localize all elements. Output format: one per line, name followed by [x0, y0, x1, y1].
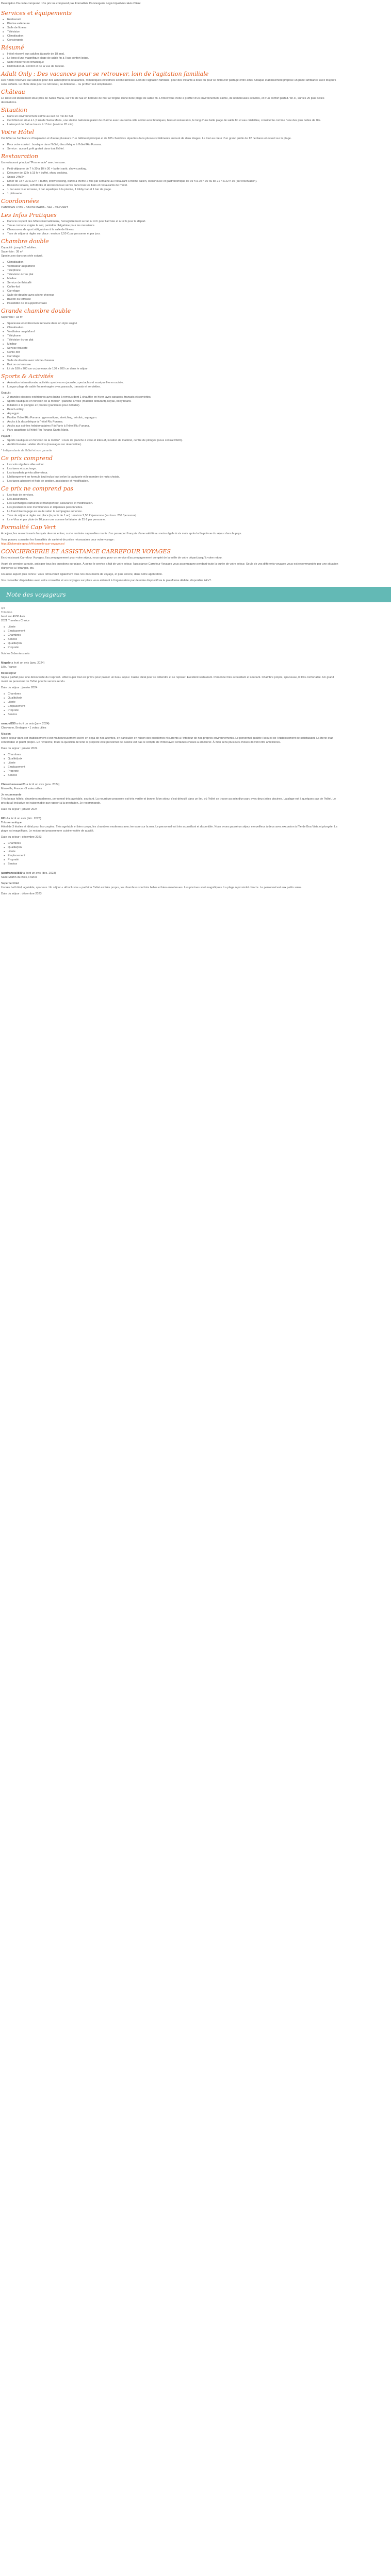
review-title: Beau séjour [1, 672, 17, 675]
grande-item: ● Carrelage [3, 354, 340, 359]
review-place: Lille, France [1, 666, 17, 669]
section-nav[interactable]: Description Cà carte comprend : Ce prix ne comprend pas Formalités Conciergerie Logis tripadvisor Avis Client [1, 2, 141, 5]
grande-item: ● Lit de 180 x 200 cm ou jumeaux de 130 x 200 cm dans le séjour [3, 367, 340, 371]
chambre-item: ● Salle de douche avec sèche-cheveux [3, 293, 340, 297]
review-author [1, 783, 340, 787]
review-stay-date: Date du séjour : janvier 2024 [1, 747, 38, 750]
prix-comprend-item: ● Les taxes et surcharge. [3, 467, 340, 471]
page [0, 0, 391, 906]
prix-ne-comprend-item: ● La franchise bagage en soute selon la compagnie aérienne. [3, 510, 340, 514]
coordonnees-title: Coordonnées [1, 198, 39, 205]
review-title: Je recommande [1, 793, 22, 796]
services-list [3, 18, 340, 42]
chateau-title: Château [1, 89, 25, 95]
grande-item: ● Télévision écran plat [3, 338, 340, 342]
sports-gratuit-list [3, 395, 340, 432]
review-author [1, 817, 340, 821]
review-category: ● Chambres [4, 753, 340, 757]
grande-item: ● Spacieuse et entièrement rénovée dans un style soigné [3, 321, 340, 326]
summary-category: ● Service [4, 637, 340, 641]
situation-item: ● L'aéroport de Sal se trouve à 15 km (environ 20 min). [3, 123, 340, 127]
resume-item: ● Suite moderne et romantique [3, 60, 340, 64]
summary-category: ● Qualité/prix [4, 641, 340, 646]
restauration-item: ● Boissons locales, soft drinks et alcools locaux servis dans tous les bars et restaurants de l'hôtel. [3, 183, 340, 188]
formalite-text: A ce jour, les ressortissants français devront entrer, sur le territoire capverdien munis d'un passeport français d'une validité au moins égale à six mois après la fin prévue du séjour dans le pays. [1, 532, 242, 535]
adult-text: Des hôtels réservés aux adultes pour des atmosphères relaxantes, romantiques et festives selon l'adresse. Loin de l'agitation familiale, pour des instants à deux ou pour se retrouver partage entre amis. Chaque établissement propose un panel ambiance avec toujours sans enfants. Le choix idéal pour se retrouver, se détendre... ou profiter tout simplement. [1, 79, 336, 86]
grande-item: ● Minibar [3, 342, 340, 346]
infos-title: Les Infos Pratiques [1, 212, 57, 218]
sports-gratuit-item: ● 2 grandes piscines extérieures avec bains à remous dont 1 chauffée en hiver, avec parasols, transats et serviettes. [3, 395, 340, 399]
review-date: a écrit un avis (déc. 2023) [23, 872, 56, 875]
review-category: ● Chambres [4, 841, 340, 845]
review-text: Très beaux hôtels, chambres modernes, personnel très agréable, souriant. La nourriture proposée est très variée et bonne. Mon séjour s'est déroulé dans un lieu où l'hôtel se trouve au sein d'un parc avec deux jolies piscines. La plage est à quelques pas de l'hôtel. Le prix du all inclusive est raisonnable par rapport à la prestation. Je recommande. [1, 798, 336, 805]
review-text: Notre séjour dans cet établissement s'est malheureusement avéré en deçà de nos attentes, en particulier en raison des problèmes récurrents à l'intérieur de nos propres environnements. Le personnel qualifie l'accueil de l'établissement de satisfaisant. La literie était confortable et plutôt propre. En revanche, toute la question de tenir la propreté et le personnel de cuisine est pas le compte de l'hôtel avec certaines choses à améliorer. À mon sens plusieurs choses doivent être améliorées. [1, 737, 333, 744]
prix-comprend-title: Ce prix comprend [1, 455, 53, 462]
sports-gratuit-item: ● Initiation à la plongée en piscine (particules pour débuter). [3, 403, 340, 408]
restauration-item: ● 1 bar avec vue terrasse, 1 bar aquatique à la piscine, 1 lobby bar et 1 bar de plage. [3, 188, 340, 192]
sports-gratuit-item: ● Accès aux soirées hebdomadaires Riù Party à l'hôtel Riu Funana. [3, 424, 340, 428]
reviews-summary [1, 606, 340, 656]
chambre-title: Chambre double [1, 238, 49, 245]
review-author-name: Claireduroussel01 [1, 783, 26, 786]
summary-level: Très bon [1, 611, 12, 614]
prix-ne-comprend-item: ● Les assurances. [3, 497, 340, 501]
review-date: a écrit un avis (déc. 2023) [8, 817, 41, 820]
prix-ne-comprend-list [3, 493, 340, 522]
conciergerie-text: Vos conseiller disponibles avec votre conseiller et vos voyages sur place vous aideront à l'organisation par de notre dispositif via la plateforme dédiée, disponible 24h/7. [1, 579, 212, 582]
chambre-list [3, 260, 340, 306]
sports-title: Sports & Activités [1, 373, 54, 380]
conciergerie-title: CONCIERGERIE ET ASSISTANCE CARREFOUR VOYAGES [1, 548, 171, 555]
grande-title: Grande chambre double [1, 308, 71, 314]
adult-title: Adult Only : Des vacances pour se retrouver, loin de l'agitation familiale [1, 71, 209, 77]
chambre-item: ● Téléphone [3, 268, 340, 273]
hotel-item: ● Pour votre confort : boutique dans l'hôtel, discothèque à l'hôtel Riu Funana. [3, 143, 340, 147]
review-stay-date: Date du séjour : décembre 2023 [1, 836, 42, 839]
chambre-line: Superficie : 38 m² [1, 250, 24, 253]
content-column [0, 2, 340, 583]
chambre-item: ● Ventilateur au plafond [3, 264, 340, 268]
summary-category: ● Chambres [4, 633, 340, 637]
grande-item: ● Balcon ou terrasse [3, 363, 340, 367]
restauration-item: ● Snack 24h/24. [3, 175, 340, 179]
sports-footnote: * Indépendante de l'hôtel et non garantie [1, 449, 52, 452]
restauration-list [3, 167, 340, 196]
restauration-item: ● Petit-déjeuner de 7 h 30 à 10 h 30 + buffet varié, show cooking. [3, 167, 340, 171]
prix-ne-comprend-title: Ce prix ne comprend pas [1, 485, 73, 492]
sports-gratuit-item: ● Aquagym. [3, 412, 340, 416]
review-place: Saint-Martin-du-Bois, France [1, 876, 38, 879]
sports-payant-list [3, 438, 340, 447]
services-item: ● Climatisation [3, 34, 340, 38]
review-category: ● Service [4, 713, 340, 717]
review-card [1, 722, 340, 777]
hotel-text: Cet hôtel se l'ambiance d'inspiration et d'autre plusieurs d'un bâtiment principal et de 105 chambres réparties dans plusieurs bâtiments entouré de deux étages. Le tout au cœur d'un grand jardin de 12 hectares et ouvert sur la plage. [1, 137, 292, 140]
situation-item: ● Dans un environnement calme au sud de l'île de Sal. [3, 114, 340, 118]
services-item: ● Restaurant [3, 18, 340, 22]
review-stay-date: Date du séjour : décembre 2023 [1, 892, 42, 895]
chambre-line: Spacieuses dans un style soigné. [1, 255, 43, 258]
situation-item: ● Cet hôtel est situé à 1,5 km de Santa Maria, une station balnéaire plaisir de charme avec un centre-ville animé avec boutiques, bars et restaurants, le long d'une belle plage de sable fin et eau cristalline, considérée comme l'une des plus belles de l'île. [3, 118, 340, 123]
formalite-title: Formalité Cap Vert [1, 524, 56, 531]
prix-ne-comprend-item: ● Taxe de séjour à régler sur place (à partir de 1 an) : environ 2,50 € /personne (sur tous. 236 /personne). [3, 514, 340, 518]
chateau-text: Le Hotel est idéalement situé près de Santa Maria, sur l'île de Sal en bordure de mer à l'origine d'une belle plage de sable fin. L'hôtel vous invite à profiter d'un environnement calme, de nombreuses activités, et d'un confort parfait. Wi-Fi, sur les 25 plus belles destinations. [1, 97, 324, 104]
review-stay-date: Date du séjour : janvier 2024 [1, 808, 38, 811]
reviews-section [0, 602, 340, 896]
summary-category: ● Emplacement [4, 629, 340, 633]
sports-gratuit-item: ● Parc aquatique à l'hôtel Riu Funana Santa Maria. [3, 428, 340, 432]
review-category: ● Literie [4, 850, 340, 854]
review-category: ● Propreté [4, 858, 340, 862]
grande-item: ● Salle de douche avec sèche-cheveux [3, 359, 340, 363]
sports-payant-label: Payant : [1, 435, 12, 438]
review-category: ● Qualité/prix [4, 845, 340, 850]
formalite-text: Vous pouvez consulter les formalités de santé et de police nécessaires pour votre voyage : [1, 538, 116, 541]
summary-source[interactable]: Voir les 5 derniers avis [1, 652, 30, 655]
restauration-item: ● Déjeuner de 12 h à 15 h + buffet, show cooking. [3, 171, 340, 175]
review-stay-date: Date du séjour : janvier 2024 [1, 686, 38, 689]
review-author-name: Magaly [1, 662, 11, 665]
review-category: ● Literie [4, 700, 340, 704]
formalite-link[interactable]: http://Diplomatie.gouv.fr/fr/conseils-aux-voyageurs/ [1, 543, 65, 546]
prix-ne-comprend-item: ● Le e-Visa et par pluie de 10 jours une somme forfaitaire de 25 € par personne. [3, 518, 340, 522]
coordonnees-address: CABOCAN LOTE - SANTA MARIA - SAL - CAPVERT [1, 206, 69, 209]
services-item: ● Salle de fitness [3, 26, 340, 30]
review-card [1, 817, 340, 866]
review-category: ● Emplacement [4, 765, 340, 769]
hotel-item: ● Service : accueil, prêt gratuit dans tout l'hôtel. [3, 147, 340, 151]
grande-line: Superficie : 33 m² [1, 316, 24, 319]
review-text: Un très bel hôtel, agréable, spacieux. Un séjour « all inclusive » parfait à l'hôtel est très propre, les chambres sont très belles et bien entretenues. Les piscines sont magnifiques. La plage à proximité directe. Le personnel est aux petits soins. [1, 886, 302, 889]
hotel-list [3, 143, 340, 151]
restauration-item: ● 1 pâtisserie. [3, 192, 340, 196]
chambre-item: ● Service de thé/café [3, 281, 340, 285]
conciergerie-text: Avant de prendre la route, anticiper tous les questions sur place. À peine le service a fait de votre séjour, l'assistance Carrefour Voyages vous accompagne pendant toute la durée de votre séjour. Seule de vos différents voyages vous est recommandée par une situation d'urgence à l'étranger, etc. [1, 563, 338, 570]
review-title: Très romantique [1, 821, 22, 824]
summary-award: 2021 Travelers Choice [1, 619, 30, 622]
review-category: ● Propreté [4, 769, 340, 773]
review-text: Séjour parfait pour une découverte du Cap vert. Hôtel super tout est prévu pour passer un beau séjour. Calme idéal pour se détendre et se reposer. Excellent restaurant. Personnel très accueillant et souriant. Chambre propre, spacieuse, lit très confortable. Un grand merci au personnel de l'hôtel pour le service rendu. [1, 676, 334, 683]
review-text: Hôtel de 3 étoiles et idéal pour les couples. Très agréable et bien conçu, les chambres modernes avec terrasse sur la mer. Le personnel est très accueillant et disponible. Nous avons passé un séjour merveilleux à deux avec excursion à l'île de Boa Vista et plongée. La plage est magnifique. Le restaurant propose une cuisine variée de qualité. [1, 825, 337, 833]
review-author-name: samuel250 [1, 722, 16, 725]
prix-ne-comprend-item: ● Les surcharges carburant et transporteur, assurance et modification. [3, 501, 340, 505]
sports-gratuit-item: ● Beach-volley. [3, 408, 340, 412]
review-card [1, 661, 340, 717]
review-categories [4, 692, 340, 717]
grande-item: ● Coffre-fort [3, 350, 340, 354]
infos-item: ● Chaussures de sport obligatoires à la salle de fitness. [3, 228, 340, 232]
services-item: ● Piscine extérieure [3, 22, 340, 26]
review-author-name: juanfrancis0889 [1, 872, 23, 875]
grande-item: ● Ventilateur au plafond [3, 330, 340, 334]
grande-item: ● Climatisation [3, 326, 340, 330]
review-category: ● Qualité/prix [4, 757, 340, 761]
chambre-item: ● Possibilité de lit supplémentaire [3, 301, 340, 306]
sports-gratuit-label: Gratuit : [1, 392, 11, 395]
prix-ne-comprend-item: ● Les frais de services. [3, 493, 340, 497]
review-date: a écrit un avis (janv. 2024) [16, 722, 50, 725]
review-author-name: 811U [1, 817, 8, 820]
chambre-item: ● Carrelage [3, 289, 340, 293]
services-title: Services et équipements [1, 10, 72, 16]
reviews-header: Note des voyageurs [0, 587, 391, 602]
infos-item: ● Dans le respect des hôtels internationaux, l'enregistrement se fait à 14 h pour l'arrivée et à 12 h pour le départ. [3, 219, 340, 224]
review-category: ● Chambres [4, 692, 340, 696]
review-author [1, 871, 340, 875]
summary-categories [4, 625, 340, 650]
prix-comprend-item: ● Les taxes aéroport et frais de gestion, assistance et modification. [3, 479, 340, 483]
resume-title: Résumé [1, 44, 24, 51]
summary-category: ● Propreté [4, 646, 340, 650]
resume-list [3, 52, 340, 69]
review-category: ● Service [4, 862, 340, 866]
review-card [1, 871, 340, 896]
services-item: ● Télévision [3, 30, 340, 34]
grande-item: ● Téléphone [3, 334, 340, 338]
conciergerie-text: Un autre aspect plus connu : vous retrouverez également tous nos documents de voyage, et plus encore, dans notre application. [1, 573, 163, 576]
review-category: ● Service [4, 773, 340, 777]
sports-list [3, 381, 340, 389]
summary-based: basé sur 4938 Avis [1, 615, 25, 618]
sports-item: ● Animation internationale, activités sportives en journée, spectacles et musique live en soirée. [3, 381, 340, 385]
chambre-item: ● Balcon ou terrasse [3, 297, 340, 301]
review-date: a écrit un avis (janv. 2024) [26, 783, 60, 786]
review-category: ● Emplacement [4, 854, 340, 858]
situation-list [3, 114, 340, 127]
grande-list [3, 321, 340, 371]
review-author [1, 722, 340, 726]
review-title: Mission [1, 733, 11, 736]
infos-item: ● Tenue correcte exigée le soir, pantalon obligatoire pour les messieurs. [3, 224, 340, 228]
services-item: ● Conciergerie [3, 38, 340, 42]
prix-ne-comprend-item: ● Les prestations non mentionnées et dépenses personnelles. [3, 505, 340, 510]
restauration-title: Restauration [1, 153, 38, 160]
summary-category: ● Literie [4, 625, 340, 629]
sports-gratuit-item: ● Sports nautiques en fonction de la météo* : planche à voile (matériel débutant), kayak, body board. [3, 399, 340, 403]
grande-item: ● Service thé/café [3, 346, 340, 350]
infos-list [3, 219, 340, 236]
prix-comprend-item: ● L'hébergement en formule tout inclus tout selon la catégorie et le nombre de nuits choisis. [3, 475, 340, 479]
chambre-item: ● Climatisation [3, 260, 340, 264]
summary-score: 4,5 [1, 607, 5, 610]
resume-item: ● Distribution du confort et de la vue de l'océan. [3, 64, 340, 69]
review-place: Cheyenne, Bretagne • 1 votes utiles [1, 726, 46, 730]
prix-comprend-item: ● Les vols réguliers aller-retour. [3, 463, 340, 467]
prix-comprend-list [3, 463, 340, 483]
review-date: a écrit un avis (janv. 2024) [11, 662, 45, 665]
review-place: Marseille, France • 3 votes utiles [1, 787, 42, 790]
restauration-item: ● Dîner de 18 h 30 à 22 h + buffet, show cooking, buffet à thème 2 fois par semaine au restaurant à thème italien, steakhouse et gastronomique de 19 h à 20 h 30 ou de 21 h à 22 h 30 (sur réservation). [3, 179, 340, 183]
review-category: ● Qualité/prix [4, 696, 340, 700]
hotel-title: Votre Hôtel [1, 129, 34, 135]
resume-item: ● Hôtel réservé aux adultes (à partir de 18 ans). [3, 52, 340, 56]
review-category: ● Emplacement [4, 704, 340, 708]
sports-payant-item: ● Sports nautiques en fonction de la météo* : cours de planche à voile et kitesurf, location de matériel, centre de plongée (sous contrat PADI). [3, 438, 340, 443]
sports-gratuit-item: ● Accès à la discothèque à l'hôtel Riu Funana. [3, 420, 340, 424]
review-category: ● Literie [4, 761, 340, 765]
resume-item: ● Le long d'une magnifique plage de sable fin à Tous confort lodge. [3, 56, 340, 60]
review-categories [4, 753, 340, 777]
chambre-item: ● Télévision écran plat [3, 273, 340, 277]
infos-item: ● Taxe de séjour à régler sur place : environ 2,50 € par personne et par jour. [3, 232, 340, 236]
situation-title: Situation [1, 107, 27, 113]
conciergerie-text: En choisissant Carrefour Voyages, l'accompagnement pour votre séjour, nous optez pour un service d'accompagnement complet de la veille de votre départ jusqu'à votre retour. [1, 556, 223, 560]
chambre-item: ● Minibar [3, 277, 340, 281]
review-card [1, 783, 340, 811]
sports-gratuit-item: ● Profiter l'hôtel Riu Funana : gymnastique, stretching, aérobic, aquagym. [3, 416, 340, 420]
review-categories [4, 841, 340, 866]
review-author [1, 661, 340, 665]
chambre-line: Capacité : jusqu'à 2 adultes. [1, 246, 37, 249]
review-title: Superbe hôtel [1, 882, 19, 885]
chambre-item: ● Coffre-fort [3, 285, 340, 289]
sports-item: ● Longue plage de sable fin aménagée avec parasols, transats et serviettes. [3, 385, 340, 389]
review-category: ● Propreté [4, 708, 340, 713]
sports-payant-item: ● Au Riù Funana : atelier d'soins (massages sur réservation). [3, 443, 340, 447]
restauration-text: Un restaurant principal "Promenade" avec terrasse. [1, 161, 66, 164]
prix-comprend-item: ● Les transferts privés aller-retour. [3, 471, 340, 475]
